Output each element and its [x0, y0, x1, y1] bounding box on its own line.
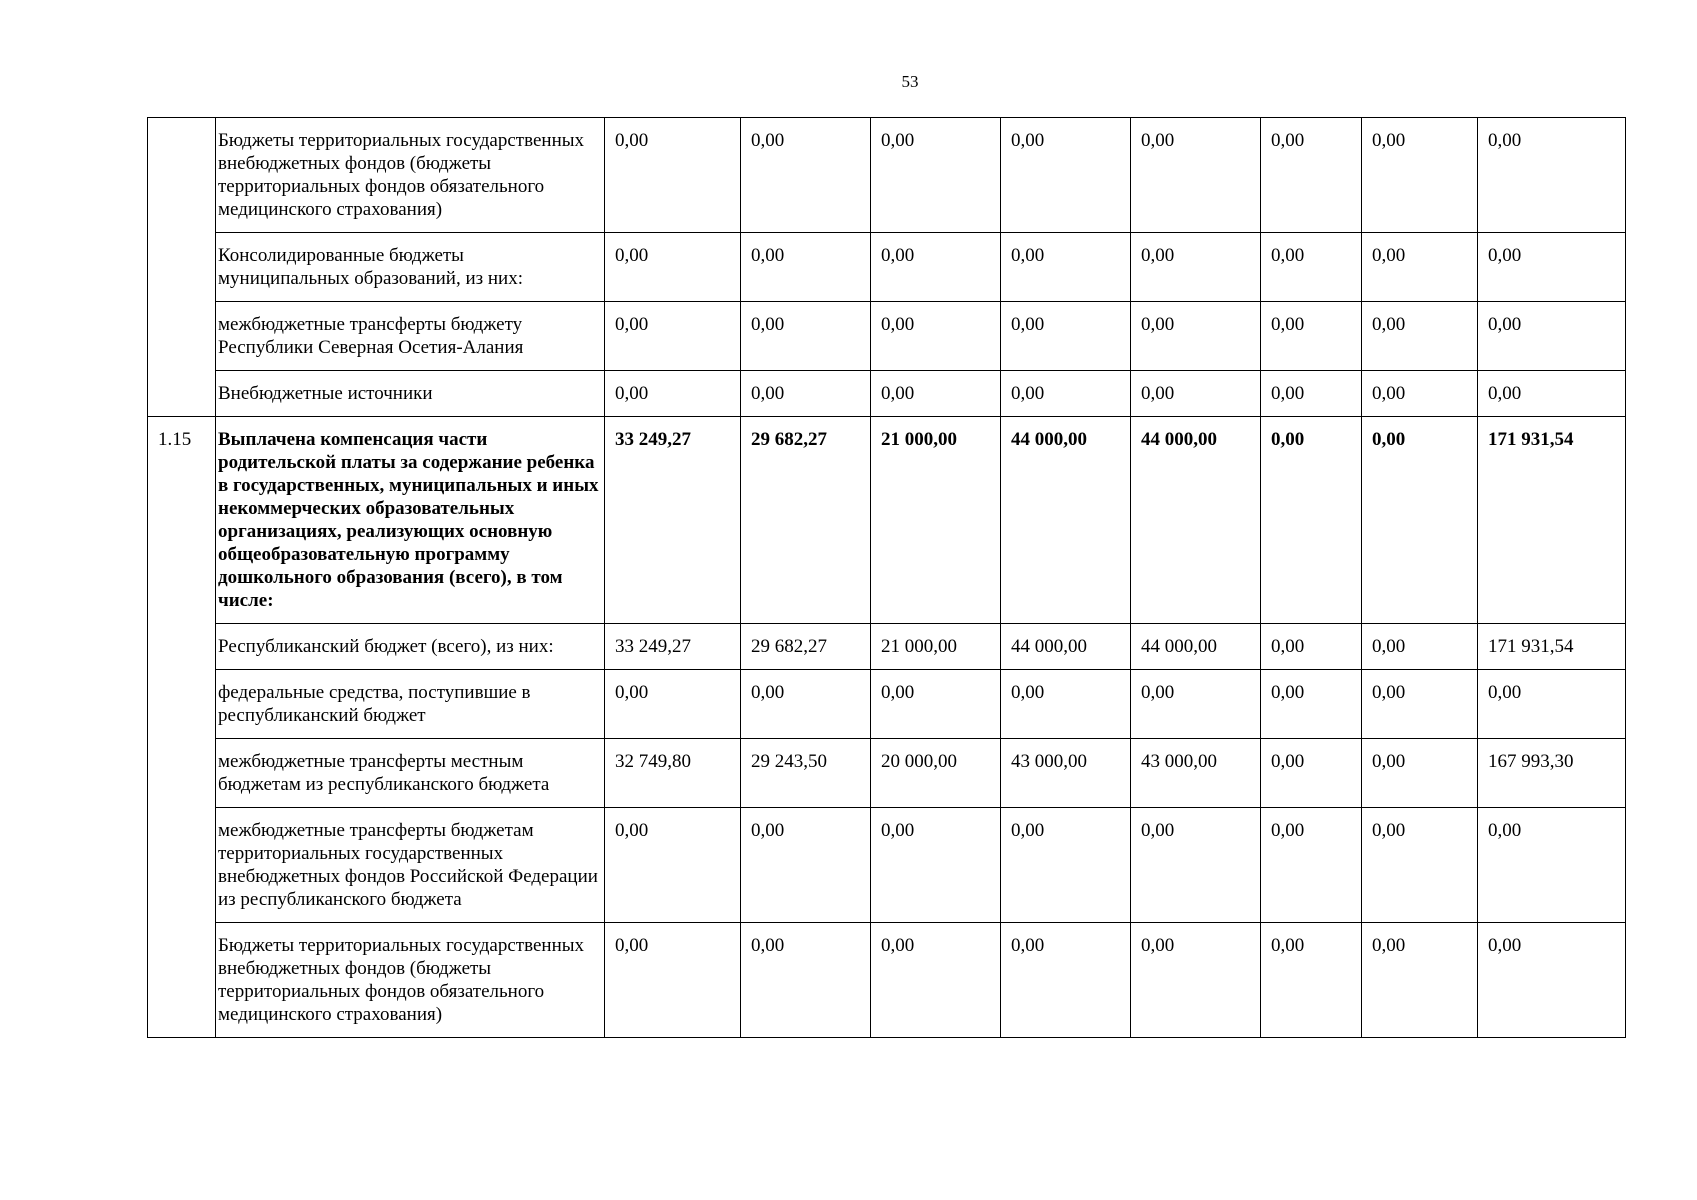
table-row — [148, 808, 1626, 923]
value-cell: 0,00 — [1478, 923, 1626, 1038]
value-cell: 0,00 — [1261, 302, 1362, 371]
value-cell: 0,00 — [1261, 624, 1362, 670]
value-cell: 0,00 — [1261, 233, 1362, 302]
value-cell: 0,00 — [1362, 371, 1478, 417]
value-cell: 0,00 — [741, 233, 871, 302]
value-cell: 0,00 — [1261, 371, 1362, 417]
value-cell: 0,00 — [1261, 670, 1362, 739]
value-cell: 0,00 — [605, 233, 741, 302]
row-number-cell: 1.15 — [148, 417, 216, 1038]
value-cell: 21 000,00 — [871, 624, 1001, 670]
value-cell: 0,00 — [1478, 302, 1626, 371]
value-cell: 0,00 — [871, 670, 1001, 739]
value-cell: 0,00 — [1478, 118, 1626, 233]
page-number: 53 — [901, 72, 919, 91]
value-cell: 0,00 — [871, 302, 1001, 371]
value-cell: 0,00 — [741, 302, 871, 371]
row-label-cell: Бюджеты территориальных государственных внебюджетных фондов (бюджеты территориальных фондов обязательного медицинского страхования) — [216, 923, 605, 1038]
value-cell: 0,00 — [871, 233, 1001, 302]
value-cell: 33 249,27 — [605, 417, 741, 624]
value-cell: 44 000,00 — [1131, 624, 1261, 670]
value-cell: 0,00 — [1131, 670, 1261, 739]
value-cell: 167 993,30 — [1478, 739, 1626, 808]
value-cell: 0,00 — [1362, 739, 1478, 808]
value-cell: 29 243,50 — [741, 739, 871, 808]
table-row — [148, 670, 1626, 739]
value-cell: 32 749,80 — [605, 739, 741, 808]
table-row — [148, 923, 1626, 1038]
value-cell: 0,00 — [1131, 371, 1261, 417]
table-row — [148, 118, 1626, 233]
table-row — [148, 624, 1626, 670]
value-cell: 0,00 — [1261, 417, 1362, 624]
value-cell: 0,00 — [1362, 118, 1478, 233]
value-cell: 0,00 — [871, 923, 1001, 1038]
row-label-cell: межбюджетные трансферты бюджету Республики Северная Осетия-Алания — [216, 302, 605, 371]
value-cell: 0,00 — [1131, 923, 1261, 1038]
row-label-cell: Внебюджетные источники — [216, 371, 605, 417]
table-row — [148, 417, 1626, 624]
value-cell: 171 931,54 — [1478, 624, 1626, 670]
value-cell: 0,00 — [871, 118, 1001, 233]
value-cell: 44 000,00 — [1001, 417, 1131, 624]
table-row — [148, 302, 1626, 371]
row-label-cell: межбюджетные трансферты местным бюджетам из республиканского бюджета — [216, 739, 605, 808]
value-cell: 0,00 — [1478, 371, 1626, 417]
row-label-cell: федеральные средства, поступившие в республиканский бюджет — [216, 670, 605, 739]
value-cell: 0,00 — [1478, 808, 1626, 923]
value-cell: 0,00 — [1478, 670, 1626, 739]
value-cell: 0,00 — [605, 808, 741, 923]
table-body — [148, 118, 1626, 1038]
value-cell: 0,00 — [1001, 118, 1131, 233]
value-cell: 0,00 — [871, 371, 1001, 417]
value-cell: 0,00 — [1362, 670, 1478, 739]
row-label-cell: Республиканский бюджет (всего), из них: — [216, 624, 605, 670]
value-cell: 33 249,27 — [605, 624, 741, 670]
value-cell: 0,00 — [605, 118, 741, 233]
value-cell: 0,00 — [1131, 118, 1261, 233]
value-cell: 43 000,00 — [1001, 739, 1131, 808]
value-cell: 0,00 — [1131, 302, 1261, 371]
value-cell: 0,00 — [741, 923, 871, 1038]
value-cell: 0,00 — [1131, 808, 1261, 923]
value-cell: 0,00 — [1478, 233, 1626, 302]
value-cell: 0,00 — [605, 670, 741, 739]
value-cell: 21 000,00 — [871, 417, 1001, 624]
value-cell: 0,00 — [1362, 624, 1478, 670]
value-cell: 0,00 — [605, 923, 741, 1038]
budget-table — [147, 117, 1626, 1038]
value-cell: 29 682,27 — [741, 417, 871, 624]
row-label-cell: Выплачена компенсация части родительской платы за содержание ребенка в государственных, муниципальных и иных некоммерческих образовательных организациях, реализующих основную общеобразовательную программу дошкольного образования (всего), в том числе: — [216, 417, 605, 624]
value-cell: 29 682,27 — [741, 624, 871, 670]
value-cell: 0,00 — [1001, 371, 1131, 417]
row-label-cell: Консолидированные бюджеты муниципальных образований, из них: — [216, 233, 605, 302]
row-label-cell: межбюджетные трансферты бюджетам территориальных государственных внебюджетных фондов Российской Федерации из республиканского бюджета — [216, 808, 605, 923]
value-cell: 0,00 — [605, 302, 741, 371]
value-cell: 0,00 — [1362, 923, 1478, 1038]
value-cell: 0,00 — [1362, 417, 1478, 624]
value-cell: 0,00 — [1001, 808, 1131, 923]
value-cell: 0,00 — [1261, 739, 1362, 808]
value-cell: 44 000,00 — [1131, 417, 1261, 624]
value-cell: 0,00 — [1261, 808, 1362, 923]
table-row — [148, 371, 1626, 417]
value-cell: 0,00 — [1131, 233, 1261, 302]
value-cell: 0,00 — [741, 808, 871, 923]
table-row — [148, 739, 1626, 808]
value-cell: 43 000,00 — [1131, 739, 1261, 808]
value-cell: 0,00 — [1362, 302, 1478, 371]
value-cell: 0,00 — [741, 118, 871, 233]
value-cell: 0,00 — [605, 371, 741, 417]
value-cell: 0,00 — [1261, 118, 1362, 233]
value-cell: 171 931,54 — [1478, 417, 1626, 624]
value-cell: 0,00 — [1001, 923, 1131, 1038]
value-cell: 44 000,00 — [1001, 624, 1131, 670]
value-cell: 20 000,00 — [871, 739, 1001, 808]
value-cell: 0,00 — [871, 808, 1001, 923]
value-cell: 0,00 — [1362, 808, 1478, 923]
value-cell: 0,00 — [1362, 233, 1478, 302]
value-cell: 0,00 — [1001, 302, 1131, 371]
value-cell: 0,00 — [1261, 923, 1362, 1038]
value-cell: 0,00 — [1001, 233, 1131, 302]
table-row — [148, 233, 1626, 302]
row-number-cell — [148, 118, 216, 417]
value-cell: 0,00 — [741, 371, 871, 417]
value-cell: 0,00 — [741, 670, 871, 739]
value-cell: 0,00 — [1001, 670, 1131, 739]
row-label-cell: Бюджеты территориальных государственных внебюджетных фондов (бюджеты территориальных фондов обязательного медицинского страхования) — [216, 118, 605, 233]
